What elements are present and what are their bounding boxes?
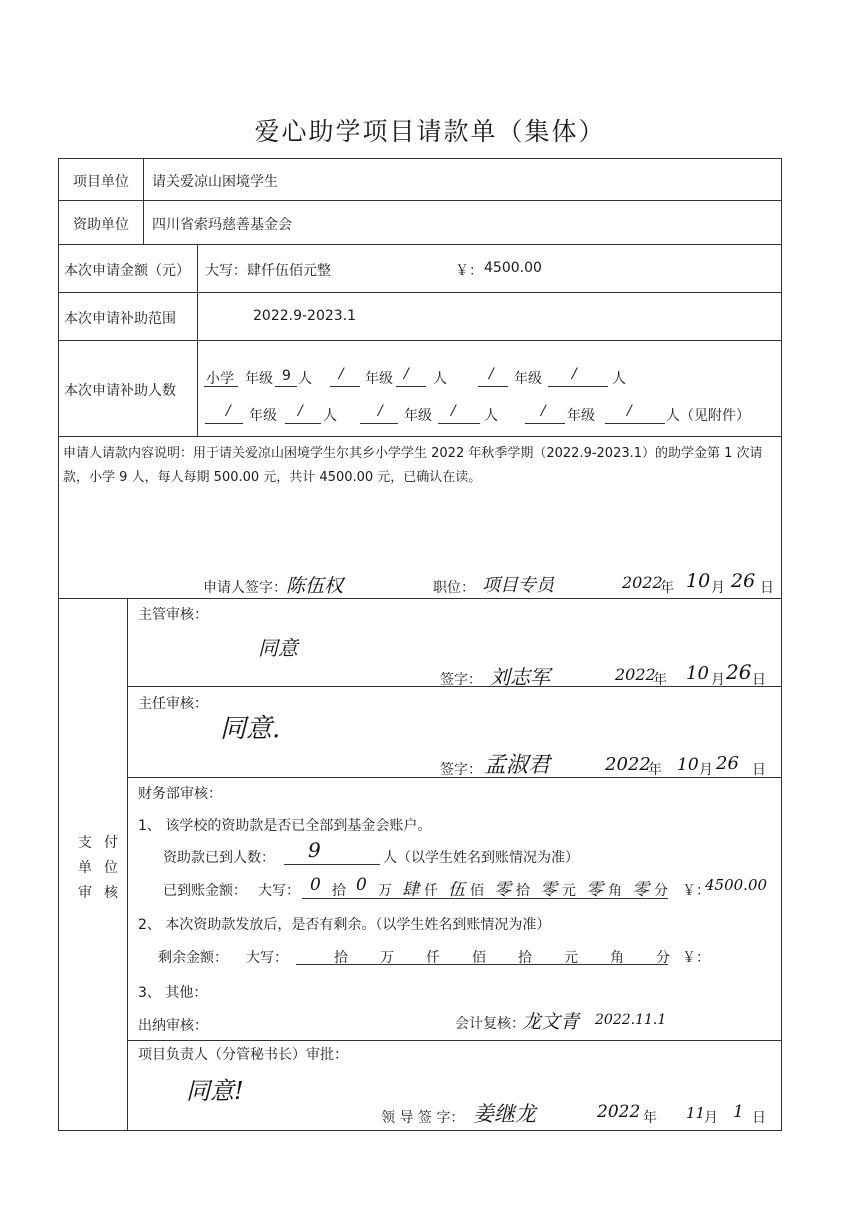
side-label-char: 支 — [78, 835, 92, 851]
supervisor-month: 10 — [686, 663, 709, 684]
fill-underline — [548, 386, 608, 387]
count-label: 本次申请补助人数 — [64, 383, 176, 399]
table-border-bottom — [58, 1130, 782, 1131]
director-year-word: 年 — [648, 762, 662, 778]
paid-unit-word: 拾 — [332, 883, 346, 899]
remain-unit-word: 拾 — [334, 950, 348, 966]
director-comment: 同意. — [220, 714, 281, 744]
director-day-word: 日 — [752, 762, 766, 778]
paid-unit-word: 拾 — [516, 883, 530, 899]
fill-underline — [438, 423, 480, 424]
paid-yen-label: ￥： — [682, 883, 710, 899]
form-title: 爱心助学项目请款单（集体） — [254, 117, 606, 146]
cashier-label: 出纳审核： — [138, 1018, 208, 1034]
remain-yen-label: ￥： — [682, 950, 710, 966]
paid-unit-word: 角 — [608, 883, 622, 899]
finance-label: 财务部审核： — [138, 786, 222, 802]
count-school: 小学 — [206, 371, 234, 387]
amount-label: 本次申请金额（元） — [64, 263, 190, 279]
supervisor-label: 主管审核： — [138, 607, 208, 623]
fill-underline — [605, 423, 665, 424]
count-grade-word: 年级 — [245, 371, 273, 387]
paid-unit-word: 万 — [378, 883, 392, 899]
count-slot: / — [541, 403, 546, 419]
count-person-word: 人 — [612, 371, 626, 387]
paid-amount-label: 已到账金额： — [163, 883, 247, 899]
side-label-char: 审 — [78, 885, 92, 901]
applicant-date-day: 26 — [731, 570, 756, 592]
count-slot: / — [339, 366, 344, 382]
applicant-description: 申请人请款内容说明：用于请关爱凉山困境学生尔其乡小学学生 2022 年秋季学期（2022.9-2023.1）的助学金第 1 次请款，小学 9 人，每人每期 500.00 元，共计 4500.00 元，已确认在读。 — [63, 446, 763, 485]
leader-month-word: 月 — [704, 1110, 718, 1126]
count-slot: / — [404, 366, 409, 382]
finance-question-1: 1、 该学校的资助款是否已全部到基金会账户。 — [138, 818, 432, 834]
period-value: 2022.9-2023.1 — [253, 308, 357, 324]
fill-underline — [284, 864, 380, 865]
director-year: 2022 — [605, 754, 651, 775]
applicant-position: 项目专员 — [482, 575, 554, 596]
count-grade-value: 9 — [282, 368, 291, 384]
count-slot: / — [298, 403, 303, 419]
paid-digit: 零 — [586, 880, 603, 900]
leader-sign-label: 领 导 签 字： — [381, 1110, 465, 1126]
project-unit-value: 请关爱凉山困境学生 — [152, 174, 278, 190]
arrived-count-value: 9 — [308, 838, 321, 862]
count-slot: / — [627, 403, 632, 419]
fill-underline — [396, 386, 426, 387]
finance-question-3: 3、 其他： — [138, 985, 208, 1001]
count-person-word: 人 — [323, 408, 337, 424]
count-person-word: 人 — [298, 371, 312, 387]
period-label: 本次申请补助范围 — [64, 311, 176, 327]
arrived-count-note: 人（以学生姓名到账情况为准） — [383, 850, 579, 866]
leader-day: 1 — [733, 1102, 744, 1122]
leader-month: 11 — [686, 1104, 706, 1122]
leader-label: 项目负责人（分管秘书长）审批： — [138, 1047, 348, 1063]
column-divider — [127, 598, 128, 1130]
fill-underline — [360, 423, 398, 424]
count-grade-word: 年级 — [514, 371, 542, 387]
applicant-day-word: 日 — [760, 580, 774, 596]
accountant-label: 会计复核： — [455, 1016, 525, 1032]
paid-unit-word: 仟 — [424, 883, 438, 899]
fill-underline — [204, 386, 238, 387]
paid-digit: 零 — [632, 880, 649, 900]
director-label: 主任审核： — [138, 696, 208, 712]
table-border-right — [781, 158, 782, 1130]
leader-year-word: 年 — [643, 1110, 657, 1126]
funding-unit-value: 四川省索玛慈善基金会 — [152, 217, 292, 233]
applicant-month-word: 月 — [711, 580, 725, 596]
amount-capital-value: 肆仟伍佰元整 — [247, 263, 331, 279]
side-label-char: 位 — [104, 860, 118, 876]
remain-unit-word: 元 — [564, 950, 578, 966]
supervisor-signature: 刘志军 — [490, 665, 550, 689]
count-grade-word: 年级 — [249, 408, 277, 424]
count-person-word: 人 — [666, 408, 680, 424]
count-slot: / — [489, 366, 494, 382]
row-divider — [58, 292, 782, 293]
row-divider — [58, 244, 782, 245]
fill-underline — [205, 423, 243, 424]
remain-unit-word: 拾 — [518, 950, 532, 966]
director-month-word: 月 — [699, 762, 713, 778]
count-slot: / — [572, 366, 577, 382]
fill-underline — [525, 423, 565, 424]
director-sign-label: 签字： — [440, 762, 482, 778]
remain-unit-word: 分 — [656, 950, 670, 966]
side-label-char: 付 — [104, 835, 118, 851]
paid-unit-word: 佰 — [470, 883, 484, 899]
accountant-signature: 龙文青 — [522, 1011, 580, 1033]
remain-capital-label: 大写： — [246, 950, 288, 966]
count-person-word: 人 — [484, 408, 498, 424]
applicant-date-year: 2022 — [622, 573, 663, 592]
count-grade-word: 年级 — [365, 371, 393, 387]
finance-question-2: 2、 本次资助款发放后，是否有剩余。（以学生姓名到账情况为准） — [138, 917, 551, 933]
fill-underline — [275, 386, 297, 387]
supervisor-day: 26 — [726, 660, 752, 684]
supervisor-day-word: 日 — [752, 672, 766, 688]
row-divider — [58, 436, 782, 437]
count-slot: / — [378, 403, 383, 419]
supervisor-sign-label: 签字： — [440, 672, 482, 688]
table-border-top — [58, 158, 782, 159]
row-divider — [58, 598, 782, 599]
fill-underline — [330, 386, 360, 387]
paid-yen-value: 4500.00 — [705, 876, 768, 894]
column-divider — [143, 158, 144, 244]
applicant-sign-label: 申请人签字： — [203, 580, 287, 596]
fill-underline — [285, 423, 321, 424]
paid-digit: 肆 — [402, 880, 419, 900]
remain-unit-word: 角 — [610, 950, 624, 966]
table-border-left — [58, 158, 59, 1130]
row-divider — [58, 340, 782, 341]
row-divider — [58, 200, 782, 201]
remain-unit-word: 佰 — [472, 950, 486, 966]
paid-unit-word: 元 — [562, 883, 576, 899]
side-label-char: 核 — [104, 885, 118, 901]
side-label-char: 单 — [78, 860, 92, 876]
amount-yen-value: 4500.00 — [484, 260, 542, 276]
paid-digit: 零 — [540, 880, 557, 900]
paid-digit: 0 — [310, 875, 321, 895]
director-month: 10 — [677, 755, 699, 775]
paid-unit-word: 分 — [654, 883, 668, 899]
supervisor-comment: 同意 — [258, 636, 298, 660]
arrived-count-label: 资助款已到人数： — [163, 850, 275, 866]
section-divider — [127, 1040, 782, 1041]
supervisor-year: 2022 — [615, 665, 656, 684]
leader-signature: 姜继龙 — [473, 1102, 536, 1126]
count-slot: / — [226, 403, 231, 419]
applicant-position-label: 职位： — [433, 580, 475, 596]
director-signature: 孟淑君 — [484, 753, 551, 778]
amount-capital-label: 大写： — [205, 263, 247, 279]
paid-digit: 0 — [356, 875, 367, 895]
paid-capital-label: 大写： — [258, 883, 300, 899]
remain-unit-word: 万 — [380, 950, 394, 966]
funding-unit-label: 资助单位 — [73, 217, 129, 233]
accountant-date: 2022.11.1 — [595, 1012, 667, 1028]
count-grade-word: 年级 — [567, 408, 595, 424]
leader-comment: 同意! — [186, 1077, 244, 1105]
count-slot: / — [451, 403, 456, 419]
remain-amount-label: 剩余金额： — [158, 950, 228, 966]
leader-year: 2022 — [597, 1102, 641, 1122]
count-grade-word: 年级 — [404, 408, 432, 424]
column-divider — [197, 244, 198, 436]
count-attachment-note: （见附件） — [680, 408, 750, 424]
paid-digit: 零 — [494, 880, 511, 900]
remain-unit-word: 仟 — [426, 950, 440, 966]
supervisor-year-word: 年 — [653, 672, 667, 688]
applicant-year-word: 年 — [660, 580, 674, 596]
amount-yen-label: ￥： — [455, 263, 483, 279]
applicant-date-month: 10 — [686, 570, 711, 592]
supervisor-month-word: 月 — [711, 672, 725, 688]
count-person-word: 人 — [433, 371, 447, 387]
leader-day-word: 日 — [752, 1110, 766, 1126]
applicant-signature: 陈伍权 — [286, 575, 344, 597]
paid-digit: 伍 — [448, 880, 465, 900]
fill-underline — [478, 386, 508, 387]
project-unit-label: 项目单位 — [73, 174, 129, 190]
director-day: 26 — [716, 753, 739, 774]
